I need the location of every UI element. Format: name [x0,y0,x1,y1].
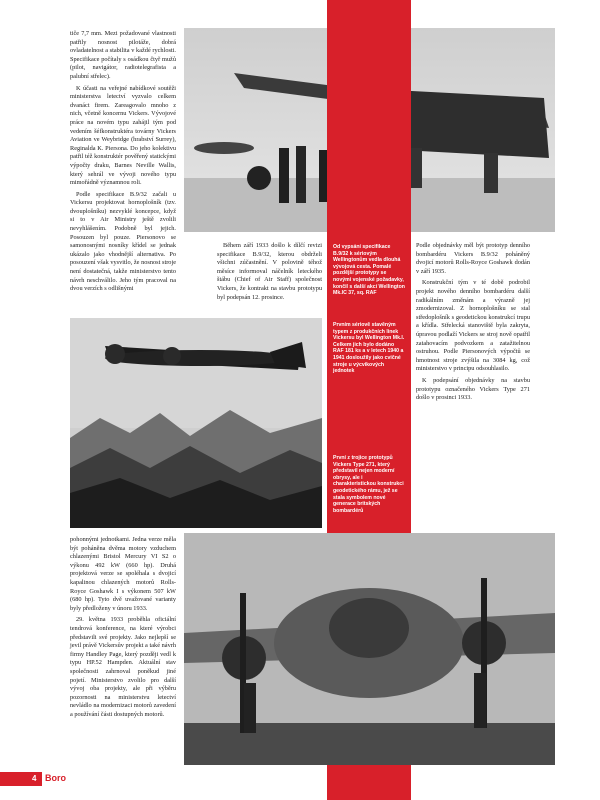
page-number: 4 [32,774,37,783]
caption-2: Prvním sériově stavěným typem z produkčních linek Vickersu byl Wellington Mk.I. Celkem jich bylo dodáno RAF 181 ks a v letech 1940 a 1941 dosloužily jako cvičné stroje u výcvikových jednotek [333,322,405,375]
caption-1: Od vypsání specifikace B.9/32 k sériovým Wellingtonům vedla dlouhá vývojová cesta. Pomalé pozdější prototypy se novými vojenské požadavky, končil s další akcí Wellington Mk.IC 37, sq. RAF [333,244,405,297]
paragraph: tiče 7,7 mm. Mezi požadované vlastnosti patřily nosnost pilotáže, dobrá ovladatelnost a stabilita v každé rychlosti. Specifikace počítaly s osádkou čtyř mužů (pilot, navigátor, radiotelegrafista a palubní střelec). [70,30,176,80]
right-column [416,242,530,406]
magazine-name: Boro [45,773,66,783]
paragraph: K podepsání objednávky na stavbu prototypu označeného Vickers Type 271 došlo v prosinci 1933. [416,376,530,402]
photo-bomber-in-flight [70,318,322,528]
middle-column [217,242,322,305]
paragraph: Konstrukční tým v té době podrobil projekt nového denního bombardéru další radikálním změnám a výrazně jej zmodernizoval. Z hornoplošníku se stal středoplošník s geodetickou konstrukcí trupu a křídla. Střelecká stanoviště byla zakryta, úpravou podlaží Vickers se stroj nově opatřil zatahovacím podvozkem a zatažitelnou ostruhou. Podle Piersonových výpočtů se hmotnost stroje zvýšila na 3084 kg, což ministerstvo v principu odsouhlasilo. [416,279,530,373]
paragraph: 29. května 1933 proběhla oficiální tendrová konference, na které výrobci představili své projekty. Jako nejlepší se jevil právě Vickersův projekt a také návrh firmy Handley Page, který později vedl k typu HP.52 Hampden. Aktuální stav společnosti zahrnoval poněkud jiné pojetí. Ministerstvo zvolilo pro další vývoj oba projekty, ale při výběru pozornosti na ministerstvu letectví nevládlo na modernizaci motorů zavedení a používání části dostupných motorů. [70,616,176,718]
paragraph: K účasti na veřejné nabídkové soutěži ministerstva letectví vyzvalo celkem dvanáct firem. Zareagovalo mnoho z nich, včetně koncernu Vickers. Vývojové práce na novém typu zahájil tým pod vedením šéfkonstruktéra továrny Vickers Aviation ve Weybridge (hrabství Surrey), Reginalda K. Piersona. Do jeho kolektivu patřil též konstruktér pověřený statickými výpočty draku, Barnes Neville Wallis, který sehrál ve vývoji nového typu mimořádně významnou roli. [70,84,176,187]
photo-bomber-front-view [184,533,555,765]
paragraph: Podle objednávky měl být prototyp denního bombardéru Vickers B.9/32 poháněný dvojicí motorů Rolls-Royce Goshawk dodán v září 1935. [416,242,530,275]
left-column-bottom [70,536,176,722]
left-column-top [70,30,176,297]
paragraph: Během září 1933 došlo k dílčí revizi specifikace B.9/32, kterou obdrželi všichni zúčastnění. V polovině téhož měsíce informoval náčelník leteckého štábu (Chief of Air Staff) společnost Vickers, že kontrakt na stavbu prototypu byl podepsán 12. prosince. [217,242,322,301]
paragraph: pohonnými jednotkami. Jedna verze měla být poháněna dvěma motory vzduchem chlazenými Bristol Mercury VI S2 o výkonu 492 kW (660 hp). Druhá projektová verze se spoléhala s dvojicí kapalinou chlazených motorů Rolls-Royce Goshawk I s výkonem 507 kW (680 hp). Tyto dvě uvažované varianty byly předloženy v únoru 1933. [70,536,176,612]
paragraph: Podle specifikace B.9/32 začali u Vickersu projektovat hornoplošník (tzv. dvouplošníku) nezvyklé koncepce, když si to v Air Ministry ještě zvolili nevyhlášením. Podobně byl jejich. Posouzen byl pouze. Piersonovo se samonosnými nosníky křídel se jednak ukázalo jako vhodnější alternativa. Po posouzení však vysvitlo, že nosnost stroje není dostatečná, takže ministerstvo tento návrh neschválilo. Jeho tým pracoval na dvou verzích s odlišnými [70,190,176,293]
caption-3: První z trojice prototypů Vickers Type 271, který představil nejen moderní obrysy, ale i charakteristickou konstrukci geodetického rámu, jež se stala symbolem nové generace britských bombardérů [333,455,404,514]
